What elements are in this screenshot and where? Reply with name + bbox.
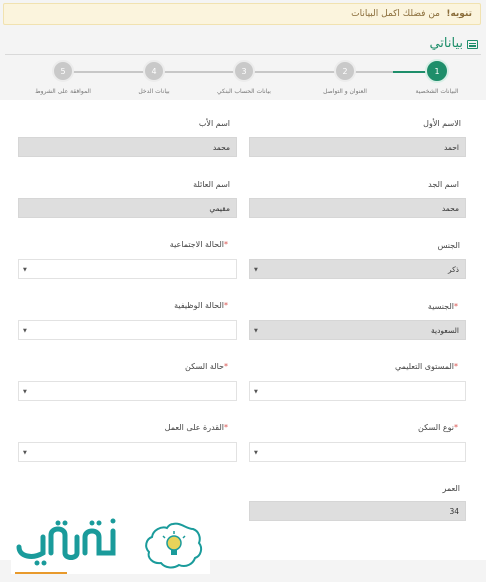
chevron-down-icon: ▼ bbox=[23, 389, 27, 395]
header-divider bbox=[5, 54, 481, 55]
first-name-label: الاسم الأول bbox=[423, 119, 461, 128]
wizard-progress bbox=[0, 58, 486, 98]
chevron-down-icon: ▼ bbox=[23, 450, 27, 456]
step-label-1: البيانات الشخصية bbox=[415, 88, 459, 95]
housing-status-label: *حالة السكن bbox=[185, 362, 228, 371]
page-header bbox=[429, 35, 478, 53]
step-label-3: بيانات الحساب البنكي bbox=[217, 88, 271, 95]
grandfather-name-label: اسم الجد bbox=[428, 180, 459, 189]
table-icon bbox=[467, 40, 478, 49]
housing-type-select[interactable] bbox=[249, 442, 466, 462]
chevron-down-icon: ▼ bbox=[23, 267, 27, 273]
family-name-field[interactable]: مقيمي bbox=[18, 198, 237, 218]
age-field[interactable]: 34 bbox=[249, 501, 466, 521]
education-level-select[interactable] bbox=[249, 381, 466, 401]
work-ability-label: *القدرة على العمل bbox=[164, 423, 228, 432]
father-name-label: اسم الأب bbox=[198, 119, 230, 128]
chevron-down-icon: ▼ bbox=[23, 328, 27, 334]
marital-status-select[interactable] bbox=[18, 259, 237, 279]
education-level-label: *المستوى التعليمي bbox=[394, 362, 458, 371]
step-4[interactable]: 4 bbox=[143, 60, 165, 82]
logo-wordmark bbox=[13, 517, 133, 569]
step-3[interactable]: 3 bbox=[233, 60, 255, 82]
nationality-value: السعودية bbox=[430, 325, 459, 335]
gender-select[interactable] bbox=[249, 259, 466, 279]
work-ability-select[interactable] bbox=[18, 442, 237, 462]
step-label-2: العنوان و التواصل bbox=[323, 88, 367, 95]
notice-text: من فضلك اكمل البيانات bbox=[351, 9, 440, 19]
first-name-field[interactable]: احمد bbox=[249, 137, 466, 157]
gender-label: الجنس bbox=[437, 241, 460, 250]
housing-type-label: *نوع السكن bbox=[418, 423, 458, 432]
nationality-label: *الجنسية bbox=[427, 302, 458, 311]
step-5[interactable]: 5 bbox=[52, 60, 74, 82]
chevron-down-icon: ▼ bbox=[254, 328, 258, 334]
page-title: بياناتي bbox=[429, 36, 463, 51]
step-2[interactable]: 2 bbox=[334, 60, 356, 82]
family-name-label: اسم العائلة bbox=[193, 180, 230, 189]
alert-notice bbox=[3, 3, 481, 25]
nationality-select[interactable] bbox=[249, 320, 466, 340]
notice-title: تنويه! bbox=[446, 9, 472, 19]
logo-underline bbox=[15, 572, 67, 574]
gender-value: ذكر bbox=[447, 264, 459, 274]
grandfather-name-field[interactable]: محمد bbox=[249, 198, 466, 218]
chevron-down-icon: ▼ bbox=[254, 450, 258, 456]
employment-status-label: *الحالة الوظيفية bbox=[174, 301, 228, 310]
housing-status-select[interactable] bbox=[18, 381, 237, 401]
lightbulb-icon bbox=[141, 521, 205, 571]
father-name-field[interactable]: محمد bbox=[18, 137, 237, 157]
age-label: العمر bbox=[442, 484, 460, 493]
step-label-5: الموافقة على الشروط bbox=[35, 88, 91, 95]
step-label-4: بيانات الدخل bbox=[138, 88, 170, 95]
employment-status-select[interactable] bbox=[18, 320, 237, 340]
chevron-down-icon: ▼ bbox=[254, 267, 258, 273]
chevron-down-icon: ▼ bbox=[254, 389, 258, 395]
step-1[interactable]: 1 bbox=[425, 59, 449, 83]
site-logo bbox=[11, 515, 210, 574]
marital-status-label: *الحالة الاجتماعية bbox=[169, 240, 228, 249]
